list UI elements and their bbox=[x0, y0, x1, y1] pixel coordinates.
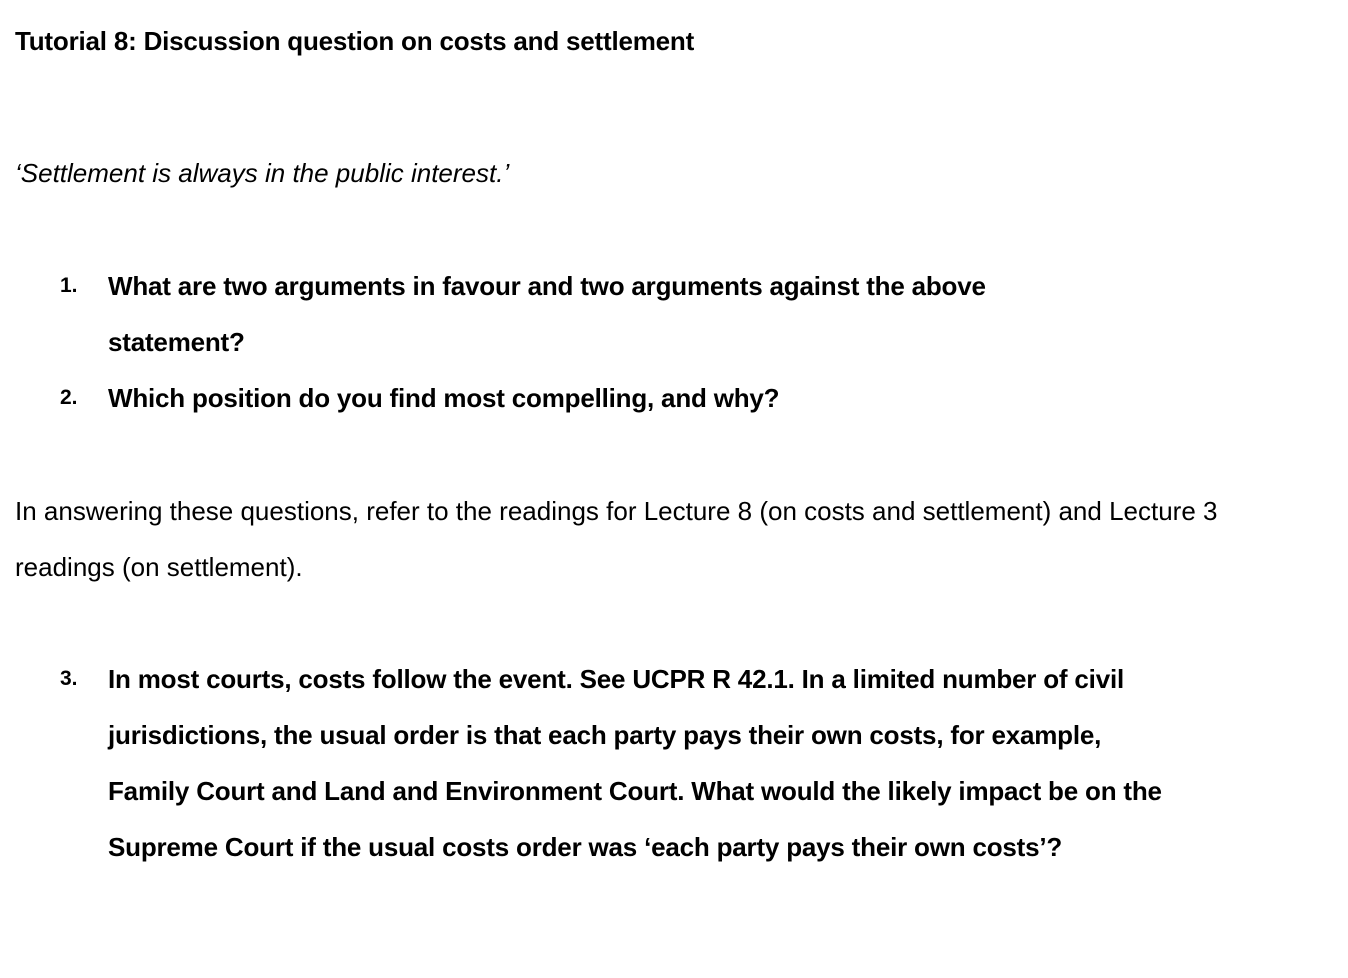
question-text: In most courts, costs follow the event. See UCPR R 42.1. In a limited number of civil jurisdictions, the usual order is that each party pays their own costs, for example, Family Court and Land and Environment Court. What would the likely impact be on the Supreme Court if the usual costs order was ‘each party pays their own costs’? bbox=[108, 664, 1162, 862]
quote-statement: ‘Settlement is always in the public interest.’ bbox=[15, 158, 510, 188]
question-text: Which position do you find most compelling, and why? bbox=[108, 383, 780, 413]
question-number: 2. bbox=[60, 386, 78, 409]
question-number: 3. bbox=[60, 667, 78, 690]
page-title: Tutorial 8: Discussion question on costs and settlement bbox=[15, 26, 695, 56]
question-text: What are two arguments in favour and two arguments against the above statement? bbox=[108, 271, 986, 357]
instruction-paragraph: In answering these questions, refer to the readings for Lecture 8 (on costs and settlement) and Lecture 3 readings (on settlement). bbox=[15, 496, 1218, 582]
question-number: 1. bbox=[60, 274, 78, 297]
